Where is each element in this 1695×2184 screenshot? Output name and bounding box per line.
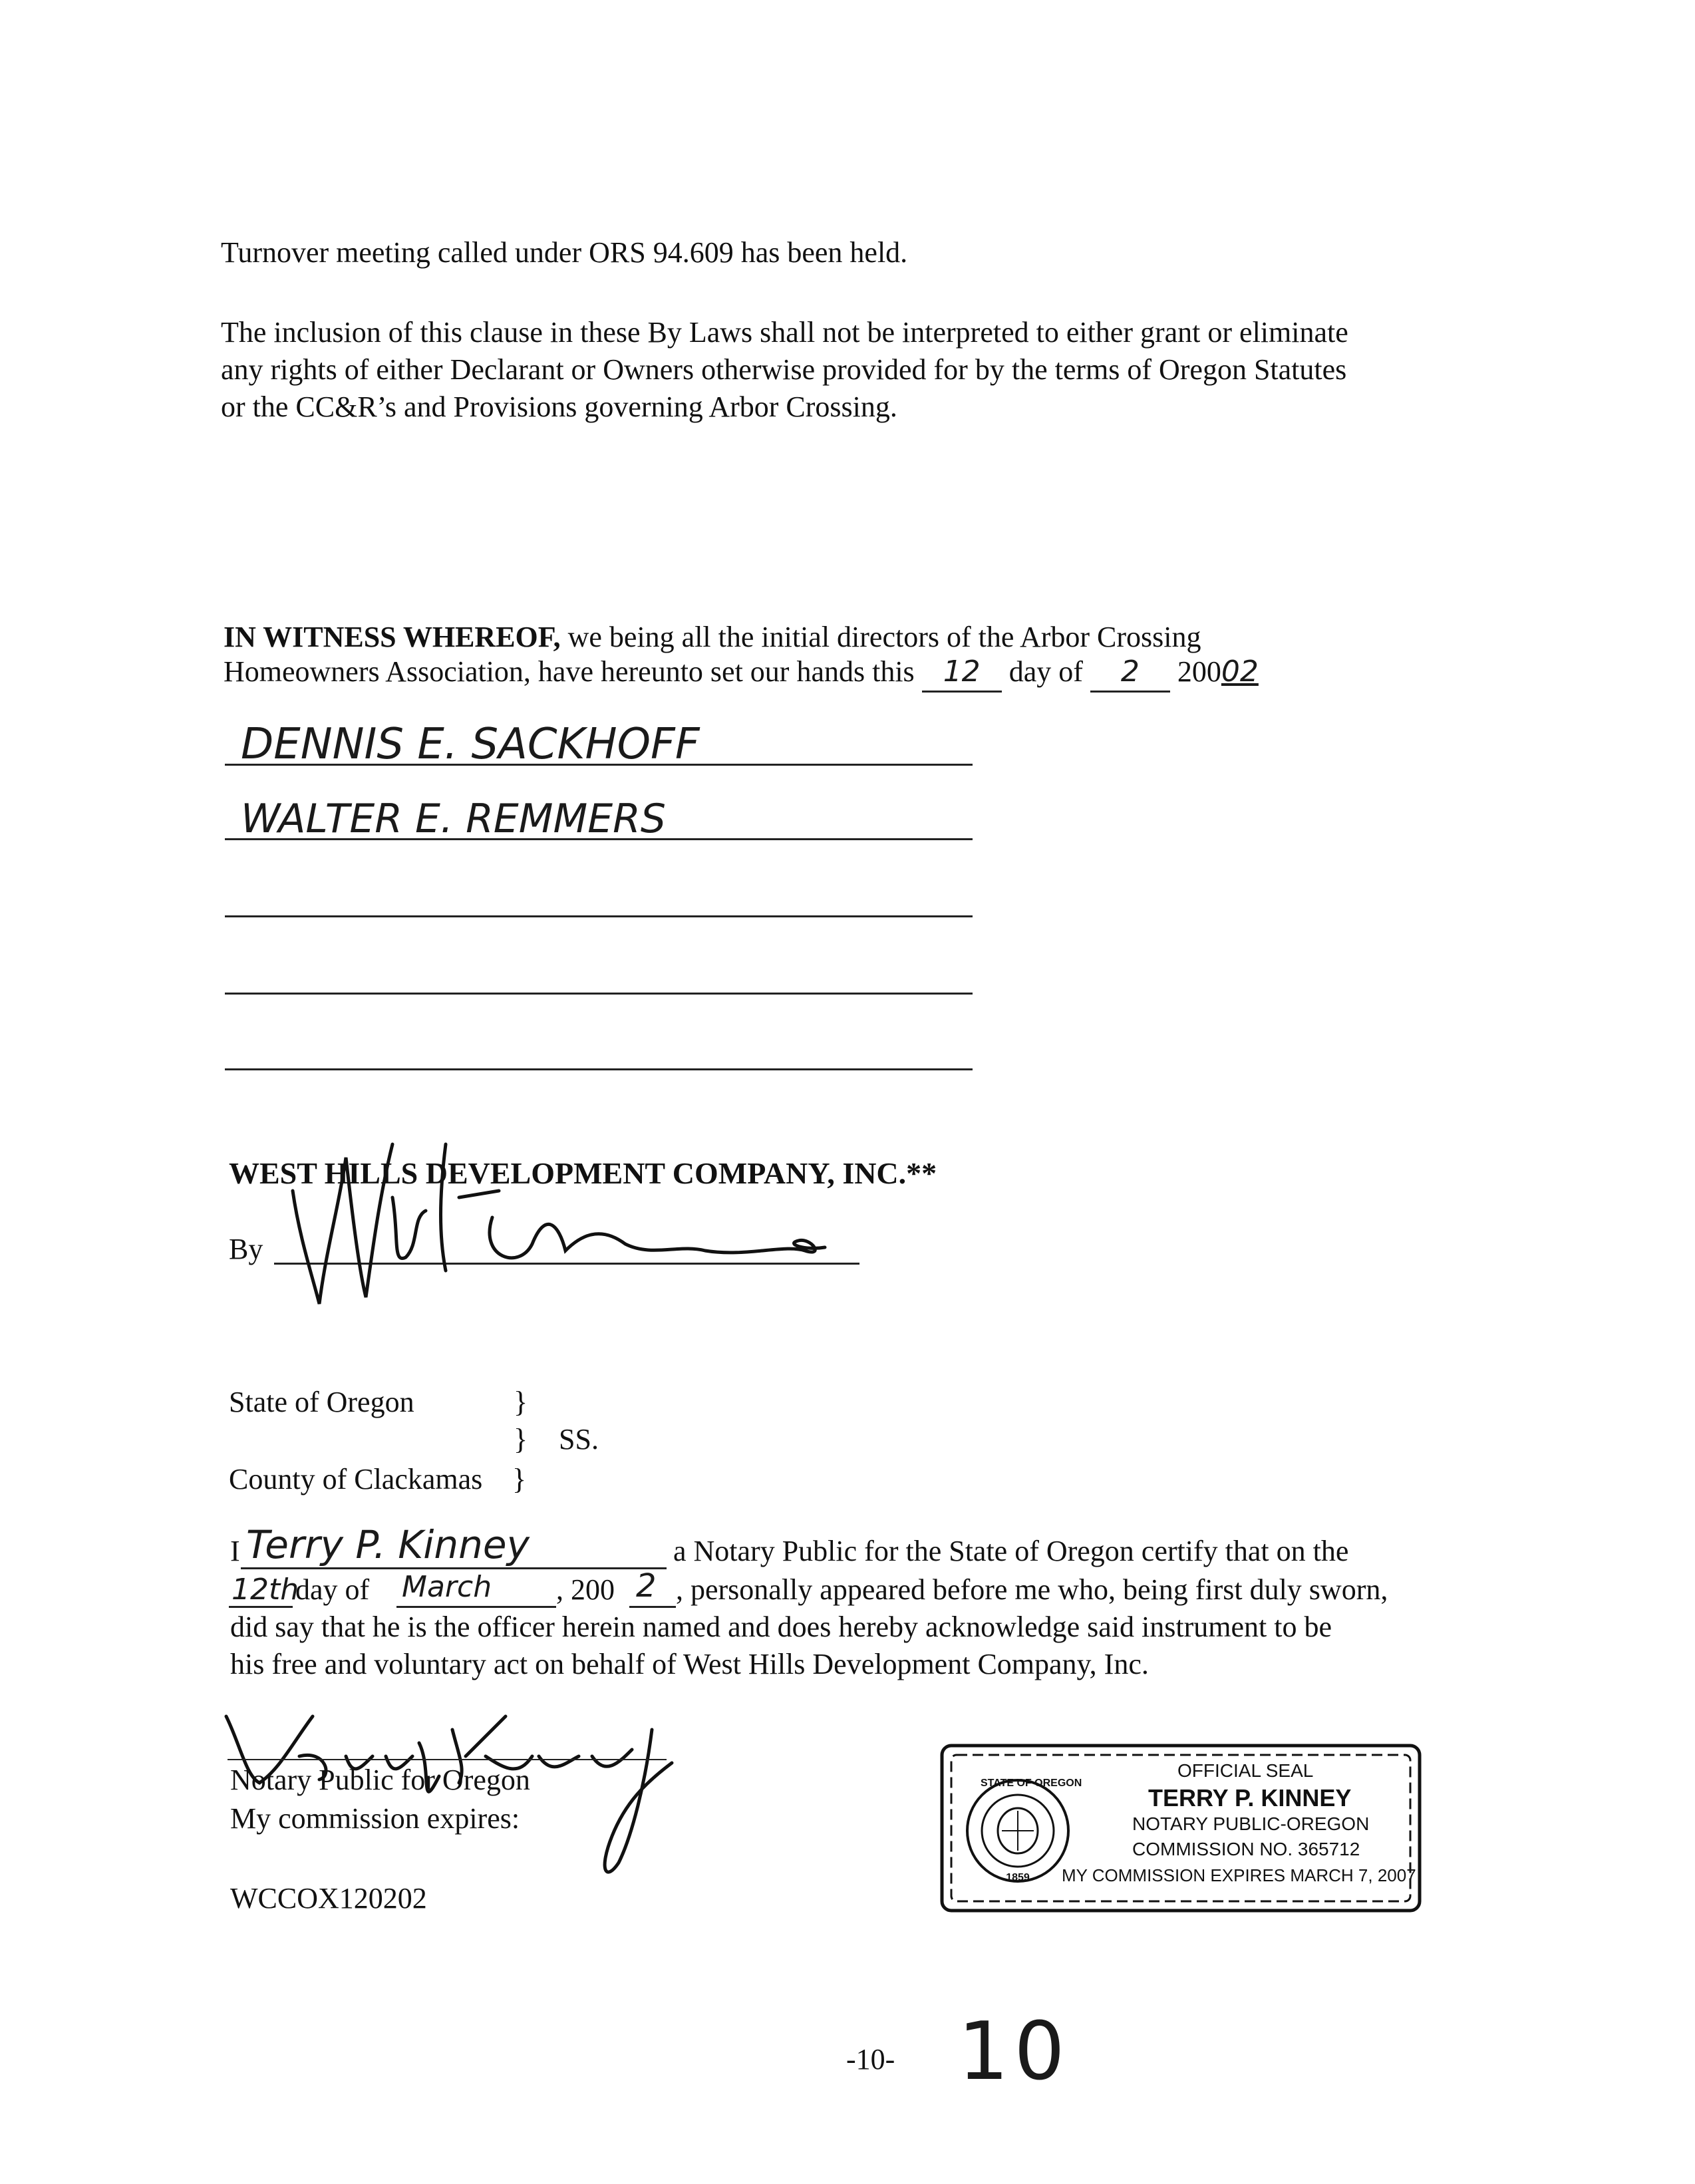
venue-ss: SS. — [559, 1423, 599, 1456]
signature-dennis-sackhoff: DENNIS E. SACKHOFF — [241, 720, 700, 769]
signature-line-5[interactable] — [225, 1068, 973, 1070]
notary-signature-label: Notary Public for Oregon — [230, 1764, 530, 1796]
seal-name: TERRY P. KINNEY — [1148, 1784, 1352, 1811]
notary-name-line — [241, 1567, 667, 1569]
notary-i-label: I — [230, 1535, 240, 1567]
witness-day-field[interactable]: 12 — [922, 653, 1002, 693]
notary-year-line — [629, 1606, 676, 1608]
venue-brace-2: } — [514, 1423, 528, 1456]
official-seal-stamp — [938, 1742, 1424, 1915]
signature-line-1 — [225, 764, 973, 766]
notary-month-line — [396, 1606, 556, 1608]
venue-brace-3: } — [512, 1463, 527, 1495]
venue-county: County of Clackamas — [229, 1463, 483, 1495]
venue-state: State of Oregon — [229, 1386, 414, 1418]
signature-walter-remmers: WALTER E. REMMERS — [241, 796, 666, 842]
seal-commission: COMMISSION NO. 365712 — [1132, 1839, 1360, 1859]
witness-line-1-rest: we being all the initial directors of the Arbor Crossing — [560, 621, 1201, 653]
seal-emblem-text: STATE OF OREGON — [981, 1778, 1082, 1789]
paragraph-inclusion-line-2: any rights of either Declarant or Owners otherwise provided for by the terms of Oregon Statutes — [221, 353, 1347, 386]
notary-day-written: 12th — [231, 1573, 299, 1607]
by-label: By — [229, 1233, 263, 1265]
witness-line-2: Homeowners Association, have hereunto set our hands this 12 day of 2 20002 — [224, 653, 1259, 693]
witness-lead: IN WITNESS WHEREOF, — [224, 621, 561, 653]
company-name: WEST HILLS DEVELOPMENT COMPANY, INC.** — [229, 1156, 937, 1190]
page-number: -10- — [846, 2043, 895, 2076]
witness-year-field[interactable]: 02 — [1221, 655, 1259, 689]
notary-day-line — [229, 1606, 293, 1608]
notary-signature-line — [228, 1759, 667, 1760]
paragraph-inclusion-line-3: or the CC&R’s and Provisions governing Arbor Crossing. — [221, 390, 897, 423]
signature-line-3[interactable] — [225, 915, 973, 917]
notary-year-prefix: , 200 — [556, 1573, 615, 1606]
witness-line-1 — [224, 619, 1201, 656]
paragraph-inclusion-line-1: The inclusion of this clause in these By Laws shall not be interpreted to either grant or eliminate — [221, 316, 1348, 349]
notary-month-written: March — [402, 1570, 492, 1604]
venue-brace-1: } — [514, 1386, 528, 1418]
signature-line-4[interactable] — [225, 993, 973, 995]
handwritten-page-number: 10 — [958, 2006, 1070, 2098]
notary-name-written: Terry P. Kinney — [246, 1522, 530, 1567]
notary-line-2-rest: , personally appeared before me who, being first duly sworn, — [676, 1573, 1388, 1606]
seal-emblem-year: 1859 — [1006, 1872, 1030, 1883]
notary-line-1-rest: a Notary Public for the State of Oregon certify that on the — [673, 1535, 1349, 1567]
witness-month-field[interactable]: 2 — [1090, 653, 1170, 693]
paragraph-turnover: Turnover meeting called under ORS 94.609 has been held. — [221, 236, 908, 269]
seal-role: NOTARY PUBLIC-OREGON — [1132, 1813, 1370, 1834]
notary-commission-label: My commission expires: — [230, 1802, 520, 1835]
notary-line-4: his free and voluntary act on behalf of West Hills Development Company, Inc. — [230, 1648, 1149, 1680]
document-code: WCCOX120202 — [230, 1882, 427, 1915]
notary-day-of: day of — [295, 1573, 370, 1606]
seal-title: OFFICIAL SEAL — [1177, 1760, 1314, 1781]
seal-expires: MY COMMISSION EXPIRES MARCH 7, 2007 — [1062, 1865, 1416, 1885]
notary-year-written: 2 — [636, 1567, 657, 1605]
signature-line-2 — [225, 838, 973, 840]
company-signature-scribble — [279, 1118, 878, 1317]
notary-line-3: did say that he is the officer herein named and does hereby acknowledge said instrument to be — [230, 1611, 1332, 1643]
